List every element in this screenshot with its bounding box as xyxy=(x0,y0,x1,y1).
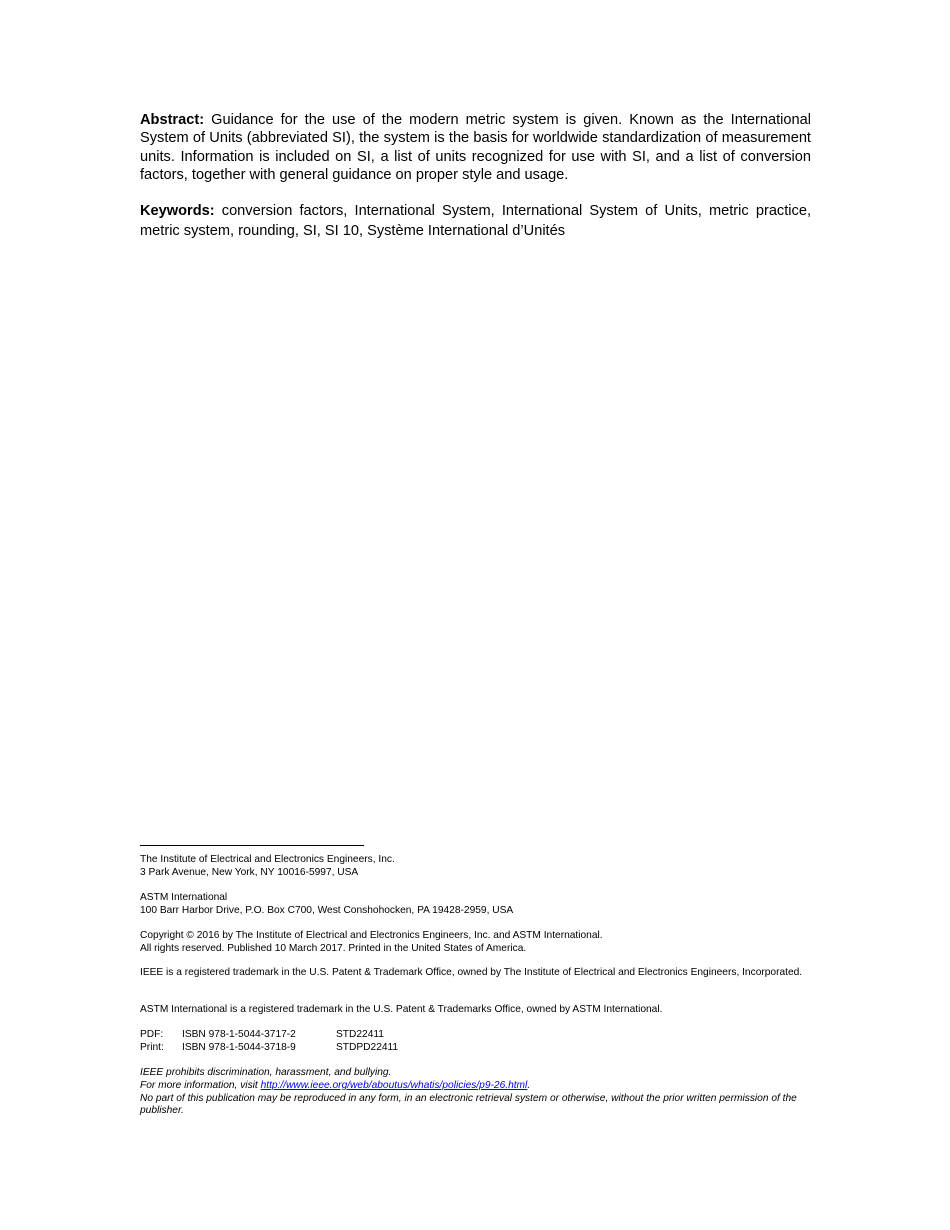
astm-trademark-text: ASTM International is a registered trademark in the U.S. Patent & Trademarks Office, owned by ASTM International. xyxy=(140,1004,663,1015)
policy-link[interactable]: http://www.ieee.org/web/aboutus/whatis/policies/p9-26.html xyxy=(260,1079,528,1091)
abstract-paragraph xyxy=(140,111,811,185)
footnote-divider xyxy=(140,845,364,846)
policy-notices xyxy=(140,1067,811,1118)
ieee-trademark-text: IEEE is a registered trademark in the U.S. Patent & Trademark Office, owned by The Institute of Electrical and Electronics Engineers, Incorporated. xyxy=(140,967,803,978)
rights-line: All rights reserved. Published 10 March 2017. Printed in the United States of America. xyxy=(140,942,527,954)
copyright-line: Copyright © 2016 by The Institute of Electrical and Electronics Engineers, Inc. and ASTM International. xyxy=(140,930,603,941)
more-info-suffix: . xyxy=(527,1079,531,1091)
abstract-text: Guidance for the use of the modern metric system is given. Known as the International System of Units (abbreviated SI), the system is the basis for worldwide standardization of measurement units. Information is included on SI, a list of units recognized for use with SI, and a list of conversion factors, together with general guidance on proper style and usage. xyxy=(140,112,811,184)
abstract-label: Abstract: xyxy=(140,112,205,128)
reproduction-notice: No part of this publication may be reproduced in any form, in an electronic retrieval system or otherwise, without the prior written permission of the publisher. xyxy=(140,1092,797,1117)
astm-address xyxy=(140,892,811,918)
isbn-number: ISBN 978-1-5044-3718-9 xyxy=(182,1041,296,1053)
ieee-street: 3 Park Avenue, New York, NY 10016-5997, USA xyxy=(140,866,359,878)
copyright-notice xyxy=(140,930,811,956)
astm-street: 100 Barr Harbor Drive, P.O. Box C700, West Conshohocken, PA 19428-2959, USA xyxy=(140,904,514,916)
more-info-line xyxy=(140,1080,811,1093)
isbn-code: STD22411 xyxy=(336,1029,384,1040)
more-info-prefix: For more information, visit xyxy=(140,1079,261,1091)
ieee-trademark-notice xyxy=(140,967,811,980)
isbn-number: ISBN 978-1-5044-3717-2 xyxy=(182,1029,296,1040)
isbn-row-print xyxy=(140,1042,811,1055)
document-page xyxy=(140,0,811,1230)
harassment-policy: IEEE prohibits discrimination, harassment, and bullying. xyxy=(140,1067,392,1078)
keywords-label: Keywords: xyxy=(140,203,215,219)
isbn-format: Print: xyxy=(140,1041,164,1053)
ieee-name: The Institute of Electrical and Electronics Engineers, Inc. xyxy=(140,854,395,865)
astm-name: ASTM International xyxy=(140,892,228,903)
isbn-code: STDPD22411 xyxy=(336,1041,399,1053)
astm-trademark-notice xyxy=(140,1004,811,1017)
ieee-address xyxy=(140,854,811,880)
keywords-text: conversion factors, International System, International System of Units, metric practice, metric system, rounding, SI, SI 10, Système International d’Unités xyxy=(140,203,811,239)
keywords-paragraph xyxy=(140,201,811,241)
isbn-format: PDF: xyxy=(140,1029,164,1040)
isbn-row-pdf xyxy=(140,1029,811,1042)
isbn-table xyxy=(140,1029,811,1055)
